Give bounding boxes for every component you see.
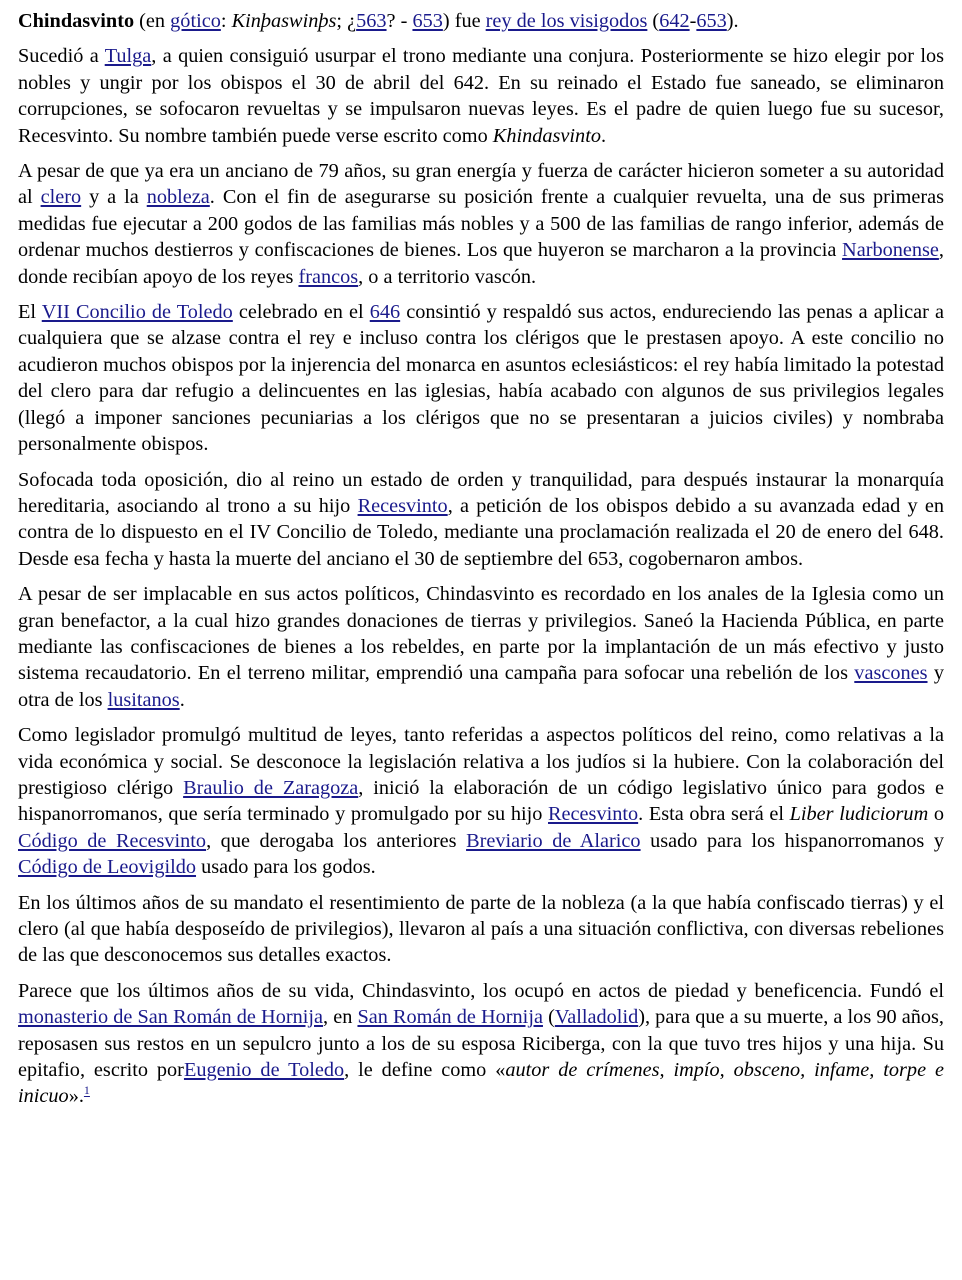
link-codigo-leovigildo[interactable]: Código de Leovigildo xyxy=(18,856,197,879)
link-eugenio[interactable]: Eugenio de Toledo xyxy=(183,1059,345,1082)
liber-title: Liber ludiciorum xyxy=(789,803,929,826)
link-braulio[interactable]: Braulio de Zaragoza xyxy=(183,776,359,799)
link-francos[interactable]: francos xyxy=(298,265,359,288)
link-rey-visigodos[interactable]: rey de los visigodos xyxy=(485,10,648,32)
link-san-roman[interactable]: San Román de Hornija xyxy=(357,1006,543,1029)
link-gotico[interactable]: gótico xyxy=(170,10,221,32)
paragraph-monarquia: Sofocada toda oposición, dio al reino un estado de orden y tranquilidad, para después instaurar la monarquía hereditaria, asociando al trono a su hijo Recesvinto, a petición de los obispos debido a su avanzada edad y en contra de lo dispuesto en el IV Concilio de Toledo, mediante una proclamación realizada el 20 de enero del 648. Desde esa fecha y hasta la muerte del anciano el 30 de septiembre del 653, cogobernaron ambos. xyxy=(18,468,944,570)
link-valladolid[interactable]: Valladolid xyxy=(554,1006,639,1029)
paragraph-concilio: El VII Concilio de Toledo celebrado en el 646 consintió y respaldó sus actos, endureciendo las penas a aplicar a cualquiera que se alzase contra el rey e incluso contra los clérigos que le prestasen apoyo. A este concilio no acudieron muchos obispos por la injerencia del monarca en asuntos eclesiásticos: el rey había limitado la potestad del clero para dar refugio a delincuentes en las iglesias, había acabado con algunos de sus privilegios legales (llegó a imponer sanciones pecuniarias a los clérigos que no se presentaran a juicios civiles) y nombraba personalmente obispos. xyxy=(18,301,945,456)
link-nobleza[interactable]: nobleza xyxy=(146,186,210,209)
gothic-name: Kinþaswinþs xyxy=(231,10,337,32)
link-642[interactable]: 642 xyxy=(659,10,690,32)
paragraph-ultimos-anos: Parece que los últimos años de su vida, Chindasvinto, los ocupó en actos de piedad y beneficencia. Fundó el monasterio de San Román de Hornija, en San Román de Hornija (Valladolid), para que a su muerte, a los 90 años, reposasen sus restos en un sepulcro junto a los de su esposa Riciberga, con la que tuvo tres hijos y una hija. Su epitafio, escrito porEugenio de Toledo, le define como «autor de crímenes, impío, obsceno, infame, torpe e inicuo».$^1$ xyxy=(18,979,944,1108)
paragraph-intro: Chindasvinto (en gótico: Kinþaswinþs; ¿563? - 653) fue rey de los visigodos (642-653). xyxy=(18,10,739,32)
paragraph-rebeliones: En los últimos años de su mandato el resentimiento de parte de la nobleza (a la que había confiscado tierras) y el clero (al que había desposeído de privilegios), llevaron al país a una situación conflictiva, con diversas rebeliones de las que desconocemos sus detalles exactos. xyxy=(18,891,944,967)
link-vascones[interactable]: vascones xyxy=(854,662,928,685)
khindasvinto-name: Khindasvinto xyxy=(492,124,601,147)
paragraph-autoridad: A pesar de que ya era un anciano de 79 años, su gran energía y fuerza de carácter hicieron someter a su autoridad al clero y a la nobleza. Con el fin de asegurarse su posición frente a cualquier revuelta, una de sus primeras medidas fue ejecutar a 200 godos de las familias más nobles y a 500 de las familias de rango inferior, además de ordenar muchos destierros y confiscaciones de bienes. Los que huyeron se marcharon a la provincia Narbonense, donde recibían apoyo de los reyes francos, o a territorio vascón. xyxy=(18,160,945,288)
link-codigo-recesvinto[interactable]: Código de Recesvinto xyxy=(18,829,207,852)
link-646[interactable]: 646 xyxy=(369,301,401,324)
link-563[interactable]: 563 xyxy=(356,10,387,32)
link-653[interactable]: 653 xyxy=(412,10,443,32)
paragraph-legislador: Como legislador promulgó multitud de leyes, tanto referidas a aspectos políticos del reino, como relativas a la vida económica y social. Se desconoce la legislación relativa a los judíos si la hubiere. Con la colaboración del prestigioso clérigo Braulio de Zaragoza, inició la elaboración de un código legislativo único para godos e hispanorromanos, que sería terminado y promulgado por su hijo Recesvinto. Esta obra será el Liber ludiciorum o Código de Recesvinto, que derogaba los anteriores Breviario de Alarico usado para los hispanorromanos y Código de Leovigildo usado para los godos. xyxy=(18,724,944,879)
link-clero[interactable]: clero xyxy=(40,186,82,209)
link-narbonense[interactable]: Narbonense xyxy=(842,239,939,262)
link-breviario-alarico[interactable]: Breviario de Alarico xyxy=(466,829,641,852)
link-monasterio[interactable]: monasterio de San Román de Hornija xyxy=(18,1006,323,1029)
link-653-end[interactable]: 653 xyxy=(696,10,727,32)
paragraph-sucesion: Sucedió a Tulga, a quien consiguió usurpar el trono mediante una conjura. Posteriormente se hizo elegir por los nobles y ungir por los obispos el 30 de abril del 642. En su reinado el Estado fue saneado, se eliminaron corrupciones, se sofocaron revueltas y se impulsaron nuevas leyes. Es el padre de quien luego fue su sucesor, Recesvinto. Su nombre también puede verse escrito como Khindasvinto. xyxy=(18,45,944,147)
link-tulga[interactable]: Tulga xyxy=(104,45,152,68)
article-title: Chindasvinto xyxy=(18,10,135,32)
link-vii-concilio[interactable]: VII Concilio de Toledo xyxy=(41,301,233,324)
paragraph-benefactor: A pesar de ser implacable en sus actos políticos, Chindasvinto es recordado en los anales de la Iglesia como un gran benefactor, a la cual hizo grandes donaciones de tierras y privilegios. Saneó la Hacienda Pública, en parte mediante las confiscaciones de bienes a los rebeldes, en parte por la implantación de un más efectivo y justo sistema recaudatorio. En el terreno militar, emprendió una campaña para sofocar una rebelión de los vascones y otra de los lusitanos. xyxy=(18,583,944,711)
link-recesvinto[interactable]: Recesvinto xyxy=(357,494,448,517)
link-lusitanos[interactable]: lusitanos xyxy=(107,688,180,711)
link-recesvinto-2[interactable]: Recesvinto xyxy=(548,803,639,826)
epitaph-quote: autor de crímenes, impío, obsceno, infame, torpe e inicuo xyxy=(18,1059,944,1108)
footnote-link[interactable]: 1 xyxy=(83,1083,90,1098)
